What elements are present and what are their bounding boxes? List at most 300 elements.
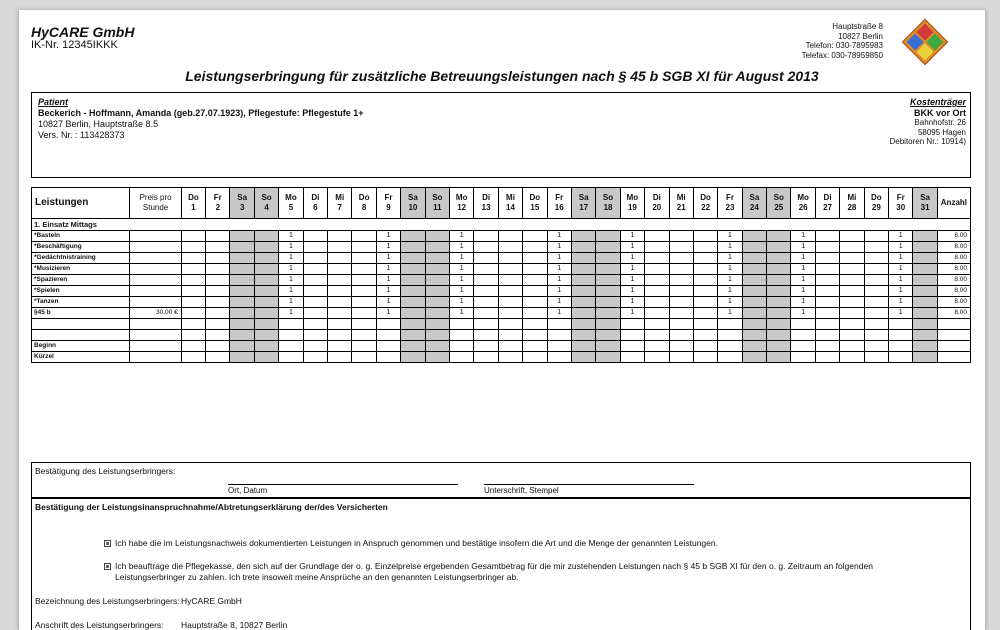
day-weekday: Fr <box>555 193 564 202</box>
day-cell <box>767 264 791 275</box>
day-cell <box>425 352 449 363</box>
table-row <box>32 231 971 242</box>
day-weekday: Do <box>871 193 882 202</box>
day-cell <box>523 352 547 363</box>
day-weekday: Di <box>823 193 832 202</box>
day-weekday: Mi <box>676 193 686 202</box>
day-cell <box>230 330 254 341</box>
day-cell: 1 <box>376 275 400 286</box>
cost-bearer-street: Bahnhofstr. 26 <box>914 118 966 127</box>
day-cell <box>230 242 254 253</box>
day-cell <box>767 319 791 330</box>
declaration-item-assignment <box>104 561 964 583</box>
day-cell <box>669 341 693 352</box>
day-number: 3 <box>239 203 245 212</box>
day-cell <box>693 275 717 286</box>
day-cell <box>254 253 278 264</box>
day-cell <box>742 275 766 286</box>
day-cell <box>840 330 864 341</box>
day-cell <box>303 242 327 253</box>
day-cell <box>376 352 400 363</box>
day-cell: 1 <box>889 275 913 286</box>
day-number: 7 <box>337 203 342 212</box>
day-cell <box>230 297 254 308</box>
day-cell <box>815 330 839 341</box>
checkbox-icon[interactable] <box>104 563 111 570</box>
day-cell: 1 <box>279 231 303 242</box>
row-anzahl <box>937 330 970 341</box>
day-header <box>450 188 474 219</box>
day-cell <box>596 330 620 341</box>
day-cell <box>254 242 278 253</box>
day-cell <box>596 253 620 264</box>
day-cell <box>669 242 693 253</box>
day-cell <box>571 242 595 253</box>
day-header <box>547 188 571 219</box>
day-header <box>254 188 278 219</box>
row-anzahl: 8.00 <box>937 264 970 275</box>
day-cell <box>425 330 449 341</box>
day-number: 26 <box>798 203 808 212</box>
day-cell: 1 <box>450 264 474 275</box>
day-header <box>181 188 205 219</box>
day-cell <box>352 242 376 253</box>
day-cell <box>523 253 547 264</box>
day-header <box>791 188 815 219</box>
day-cell <box>450 319 474 330</box>
day-cell <box>693 242 717 253</box>
day-cell <box>815 341 839 352</box>
day-cell <box>693 341 717 352</box>
checkbox-icon[interactable] <box>104 540 111 547</box>
table-row <box>32 264 971 275</box>
day-cell: 1 <box>889 286 913 297</box>
table-row <box>32 286 971 297</box>
day-cell <box>401 275 425 286</box>
day-cell <box>425 297 449 308</box>
provider-address-row <box>35 620 288 630</box>
day-header <box>230 188 254 219</box>
day-cell: 1 <box>279 242 303 253</box>
day-cell <box>279 341 303 352</box>
day-cell: 1 <box>620 231 644 242</box>
day-cell <box>279 319 303 330</box>
day-cell <box>254 231 278 242</box>
day-cell <box>206 242 230 253</box>
day-cell <box>303 297 327 308</box>
day-cell <box>840 352 864 363</box>
day-cell: 1 <box>376 297 400 308</box>
declaration-text: Ich beauftrage die Pflegekasse, den sich auf der Grundlage der o. g. Einzelpreise ergebenden Gesamtbetrag für die mir zustehenden Leistungen nach § 45 b SGB XI für den o. g. Zeitraum an folgenden <box>115 561 873 571</box>
day-cell <box>206 253 230 264</box>
table-row <box>32 319 971 330</box>
day-cell <box>571 308 595 319</box>
day-cell <box>498 275 522 286</box>
day-cell <box>401 264 425 275</box>
day-weekday: Mo <box>285 193 297 202</box>
day-number: 23 <box>725 203 735 212</box>
day-cell <box>669 231 693 242</box>
table-row <box>32 308 971 319</box>
day-cell <box>401 297 425 308</box>
row-price <box>130 275 181 286</box>
day-cell: 1 <box>718 264 742 275</box>
day-cell <box>254 264 278 275</box>
day-cell <box>791 319 815 330</box>
day-cell <box>523 242 547 253</box>
day-cell <box>693 352 717 363</box>
day-cell <box>230 352 254 363</box>
address-line: Hauptstraße 8 <box>832 22 883 31</box>
day-cell <box>425 319 449 330</box>
cost-bearer-city: 58095 Hagen <box>917 127 966 137</box>
day-cell <box>376 341 400 352</box>
day-cell <box>718 330 742 341</box>
day-cell: 1 <box>718 297 742 308</box>
day-number: 1 <box>191 203 196 212</box>
section-row <box>32 219 971 231</box>
day-cell: 1 <box>547 297 571 308</box>
day-cell <box>450 341 474 352</box>
day-number: 5 <box>288 203 294 212</box>
day-cell <box>669 253 693 264</box>
row-label: *Tanzen <box>32 297 130 308</box>
day-weekday: Di <box>652 193 661 202</box>
day-cell: 1 <box>620 253 644 264</box>
day-number: 29 <box>871 203 881 212</box>
day-cell <box>328 286 352 297</box>
day-header <box>767 188 791 219</box>
day-cell: 1 <box>547 231 571 242</box>
provider-name-value: HyCARE GmbH <box>181 596 242 606</box>
day-cell <box>181 286 205 297</box>
day-cell <box>620 352 644 363</box>
row-anzahl: 8.00 <box>937 286 970 297</box>
header-anzahl: Anzahl <box>937 188 970 219</box>
day-weekday: Di <box>311 193 320 202</box>
day-cell <box>303 275 327 286</box>
section-title: 1. Einsatz Mittags <box>32 219 971 231</box>
day-header <box>596 188 620 219</box>
day-cell <box>767 286 791 297</box>
day-cell <box>474 352 498 363</box>
day-cell <box>840 286 864 297</box>
day-cell <box>401 308 425 319</box>
day-weekday: Mi <box>506 193 515 202</box>
day-cell <box>693 330 717 341</box>
day-cell <box>425 308 449 319</box>
day-cell <box>254 297 278 308</box>
day-weekday: Sa <box>578 193 589 202</box>
day-cell: 1 <box>620 297 644 308</box>
day-cell <box>620 341 644 352</box>
day-cell <box>767 352 791 363</box>
cost-bearer-debitor: Debitoren Nr.: 10914) <box>889 137 966 146</box>
day-cell <box>279 352 303 363</box>
day-cell <box>791 352 815 363</box>
day-cell <box>474 308 498 319</box>
day-weekday: Fr <box>896 193 905 202</box>
day-header <box>401 188 425 219</box>
day-cell <box>913 352 937 363</box>
table-header-row <box>32 188 971 219</box>
day-cell <box>864 264 888 275</box>
day-cell: 1 <box>791 297 815 308</box>
day-cell: 1 <box>791 231 815 242</box>
day-header <box>303 188 327 219</box>
day-header <box>523 188 547 219</box>
day-cell: 1 <box>620 308 644 319</box>
day-cell <box>571 319 595 330</box>
row-label: *Gedächtnistraining <box>32 253 130 264</box>
day-cell <box>328 319 352 330</box>
day-cell <box>742 330 766 341</box>
day-cell <box>645 319 669 330</box>
day-header <box>474 188 498 219</box>
provider-confirmation-label: Bestätigung des Leistungserbringers: <box>35 466 176 476</box>
day-number: 27 <box>823 203 832 212</box>
day-number: 2 <box>215 203 221 212</box>
day-cell <box>303 286 327 297</box>
day-number: 16 <box>554 203 564 212</box>
day-cell <box>230 319 254 330</box>
day-cell <box>498 286 522 297</box>
day-cell <box>767 297 791 308</box>
declaration-item-usage <box>104 538 964 549</box>
day-weekday: Sa <box>920 193 931 202</box>
day-cell <box>328 341 352 352</box>
ik-number: IK-Nr. 12345IKKK <box>31 39 118 51</box>
day-cell <box>669 297 693 308</box>
day-cell <box>498 352 522 363</box>
insured-declaration <box>31 498 971 630</box>
day-cell <box>596 231 620 242</box>
day-cell <box>913 264 937 275</box>
day-cell <box>230 341 254 352</box>
table-row <box>32 297 971 308</box>
day-header <box>840 188 864 219</box>
day-cell <box>401 319 425 330</box>
day-cell: 1 <box>450 297 474 308</box>
company-name: HyCARE GmbH <box>31 24 135 40</box>
day-cell <box>206 264 230 275</box>
day-cell: 1 <box>547 253 571 264</box>
day-header <box>913 188 937 219</box>
day-cell <box>815 308 839 319</box>
day-cell <box>864 286 888 297</box>
day-cell <box>596 297 620 308</box>
row-anzahl: 8.00 <box>937 275 970 286</box>
day-cell <box>864 308 888 319</box>
day-cell <box>645 242 669 253</box>
row-label: §45 b <box>32 308 130 319</box>
provider-address-value: Hauptstraße 8, 10827 Berlin <box>181 620 288 630</box>
day-cell <box>742 242 766 253</box>
day-weekday: Sa <box>408 193 418 202</box>
day-cell <box>645 330 669 341</box>
day-cell <box>523 330 547 341</box>
day-cell <box>523 308 547 319</box>
day-cell <box>596 341 620 352</box>
day-cell <box>181 253 205 264</box>
company-logo-icon <box>901 18 949 66</box>
day-weekday: Fr <box>725 193 734 202</box>
day-cell <box>425 341 449 352</box>
day-cell: 1 <box>620 286 644 297</box>
day-cell: 1 <box>450 286 474 297</box>
day-header <box>718 188 742 219</box>
day-cell <box>718 319 742 330</box>
day-cell <box>815 253 839 264</box>
day-cell <box>425 231 449 242</box>
day-number: 15 <box>530 203 540 212</box>
day-cell <box>669 275 693 286</box>
day-cell <box>425 242 449 253</box>
patient-box <box>31 92 971 178</box>
day-cell <box>328 297 352 308</box>
day-number: 21 <box>676 203 686 212</box>
day-cell <box>767 275 791 286</box>
day-cell <box>181 231 205 242</box>
day-cell <box>693 231 717 242</box>
table-row <box>32 253 971 264</box>
day-cell <box>815 264 839 275</box>
day-cell: 1 <box>279 253 303 264</box>
row-price <box>130 231 181 242</box>
day-cell <box>230 275 254 286</box>
day-cell <box>718 352 742 363</box>
day-cell: 1 <box>376 308 400 319</box>
day-cell <box>645 308 669 319</box>
day-cell <box>840 308 864 319</box>
day-cell <box>547 341 571 352</box>
day-cell <box>669 319 693 330</box>
day-cell <box>352 275 376 286</box>
day-cell <box>181 242 205 253</box>
day-cell <box>206 330 230 341</box>
day-cell <box>303 308 327 319</box>
day-cell <box>474 330 498 341</box>
day-cell: 1 <box>376 231 400 242</box>
day-cell <box>230 264 254 275</box>
day-header <box>425 188 449 219</box>
day-cell <box>498 308 522 319</box>
row-anzahl <box>937 319 970 330</box>
day-cell <box>303 319 327 330</box>
day-cell <box>230 308 254 319</box>
day-cell <box>401 341 425 352</box>
table-row <box>32 352 971 363</box>
day-header <box>693 188 717 219</box>
day-cell <box>864 330 888 341</box>
day-cell <box>206 297 230 308</box>
day-cell <box>669 330 693 341</box>
day-cell <box>693 253 717 264</box>
row-anzahl: 8.00 <box>937 297 970 308</box>
day-cell: 1 <box>279 286 303 297</box>
provider-confirmation <box>31 462 971 498</box>
day-cell <box>913 253 937 264</box>
day-cell <box>352 286 376 297</box>
day-cell <box>571 275 595 286</box>
day-cell <box>376 319 400 330</box>
row-label <box>32 319 130 330</box>
day-cell <box>840 253 864 264</box>
day-number: 24 <box>749 203 759 212</box>
day-cell <box>328 352 352 363</box>
day-cell <box>352 264 376 275</box>
day-cell <box>352 352 376 363</box>
day-cell: 1 <box>718 275 742 286</box>
day-cell <box>571 297 595 308</box>
day-cell <box>840 275 864 286</box>
day-cell <box>742 308 766 319</box>
day-cell <box>498 297 522 308</box>
day-header <box>328 188 352 219</box>
day-weekday: So <box>261 193 272 202</box>
day-cell <box>181 319 205 330</box>
day-cell <box>523 319 547 330</box>
day-cell: 1 <box>889 253 913 264</box>
day-cell <box>815 242 839 253</box>
day-weekday: So <box>432 193 443 202</box>
address-line: Telefon: 030-7895983 <box>805 41 883 50</box>
day-number: 17 <box>579 203 589 212</box>
day-cell: 1 <box>376 242 400 253</box>
day-cell <box>815 286 839 297</box>
day-cell <box>206 308 230 319</box>
day-weekday: Do <box>188 193 199 202</box>
row-label: *Beschäftigung <box>32 242 130 253</box>
day-header <box>279 188 303 219</box>
signature-stamp-line: Unterschrift, Stempel <box>484 484 694 495</box>
day-cell <box>206 319 230 330</box>
day-weekday: Fr <box>384 193 393 202</box>
day-cell <box>767 231 791 242</box>
day-cell <box>571 231 595 242</box>
day-cell <box>767 308 791 319</box>
day-cell <box>352 341 376 352</box>
day-number: 4 <box>264 203 269 212</box>
day-cell <box>523 286 547 297</box>
day-cell: 1 <box>718 286 742 297</box>
day-cell <box>645 253 669 264</box>
row-label: *Spielen <box>32 286 130 297</box>
day-cell <box>571 264 595 275</box>
day-cell <box>254 286 278 297</box>
provider-name-label: Bezeichnung des Leistungserbringers: <box>35 596 180 606</box>
address-line: 10827 Berlin <box>838 31 883 41</box>
day-cell <box>328 242 352 253</box>
day-weekday: Mi <box>847 193 857 202</box>
day-cell <box>596 264 620 275</box>
day-cell <box>303 352 327 363</box>
day-cell: 1 <box>620 264 644 275</box>
day-cell <box>328 231 352 242</box>
row-anzahl: 8.00 <box>937 242 970 253</box>
day-header <box>889 188 913 219</box>
day-weekday: Sa <box>237 193 248 202</box>
day-cell <box>913 297 937 308</box>
day-cell <box>840 297 864 308</box>
day-cell <box>523 231 547 242</box>
day-cell <box>742 264 766 275</box>
day-cell: 1 <box>889 297 913 308</box>
day-weekday: Mo <box>626 193 639 202</box>
day-cell <box>791 330 815 341</box>
day-cell: 1 <box>791 308 815 319</box>
day-cell <box>693 286 717 297</box>
